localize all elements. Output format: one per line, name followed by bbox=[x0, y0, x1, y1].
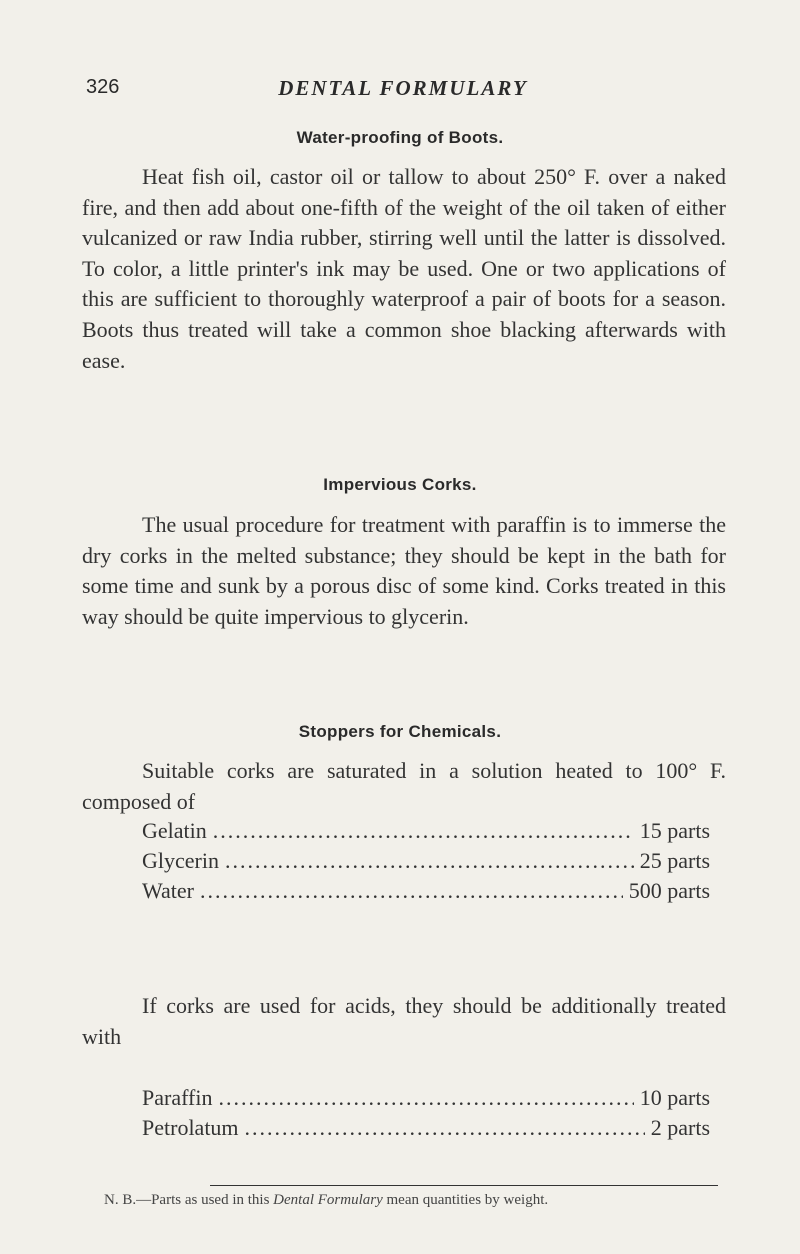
formula-list-stoppers bbox=[142, 816, 710, 906]
dot-leader bbox=[218, 1083, 633, 1113]
footnote-book-title: Dental Formulary bbox=[273, 1192, 383, 1208]
footnote-rule bbox=[210, 1185, 718, 1186]
ingredient-name: Petrolatum bbox=[142, 1115, 239, 1140]
ingredient-name: Glycerin bbox=[142, 848, 219, 873]
ingredient-quantity: 25 parts bbox=[639, 848, 710, 873]
dot-leader bbox=[225, 846, 634, 876]
section-heading-stoppers: Stoppers for Chemicals. bbox=[298, 722, 502, 741]
formula-row bbox=[142, 876, 710, 906]
formula-list-acids bbox=[142, 1083, 710, 1143]
footnote-text-start: N. B.—Parts as used in this bbox=[104, 1192, 274, 1208]
ingredient-quantity: 500 parts bbox=[628, 878, 710, 903]
ingredient-name: Water bbox=[142, 878, 194, 903]
dot-leader bbox=[213, 816, 634, 846]
page-number: 326 bbox=[86, 76, 120, 98]
ingredient-name: Gelatin bbox=[142, 818, 207, 843]
formula-row bbox=[142, 816, 710, 846]
paragraph-waterproofing: Heat fish oil, castor oil or tallow to about 250° F. over a naked fire, and then add about one-fifth of the weight of the oil taken of either vulcanized or raw India rubber, stirring well until the latter is dissolved. To color, a little printer's ink may be used. One or two applications of this are sufficient to thoroughly waterproof a pair of boots for a season. Boots thus treated will take a common shoe blacking afterwards with ease. bbox=[82, 164, 726, 373]
ingredient-quantity: 2 parts bbox=[650, 1115, 710, 1140]
paragraph-stoppers-intro: Suitable corks are saturated in a solution heated to 100° F. composed of bbox=[82, 758, 726, 814]
paragraph-stoppers-acids: If corks are used for acids, they should be additionally treated with bbox=[82, 993, 726, 1049]
footnote-text-end: mean quantities by weight. bbox=[382, 1192, 549, 1208]
formula-row bbox=[142, 1113, 710, 1143]
ingredient-quantity: 10 parts bbox=[639, 1085, 710, 1110]
dot-leader bbox=[200, 876, 623, 906]
ingredient-name: Paraffin bbox=[142, 1085, 213, 1110]
formula-row bbox=[142, 1083, 710, 1113]
section-heading-waterproofing: Water-proofing of Boots. bbox=[296, 128, 504, 147]
paragraph-impervious-corks: The usual procedure for treatment with paraffin is to immerse the dry corks in the melted substance; they should be kept in the bath for some time and sunk by a porous disc of some kind. Corks treated in this way should be quite impervious to glycerin. bbox=[82, 512, 726, 629]
formula-row bbox=[142, 846, 710, 876]
section-heading-impervious-corks: Impervious Corks. bbox=[323, 475, 477, 494]
running-head bbox=[86, 76, 720, 108]
book-title: DENTAL FORMULARY bbox=[278, 76, 528, 100]
ingredient-quantity: 15 parts bbox=[639, 818, 710, 843]
dot-leader bbox=[245, 1113, 645, 1143]
footnote bbox=[82, 1191, 726, 1210]
